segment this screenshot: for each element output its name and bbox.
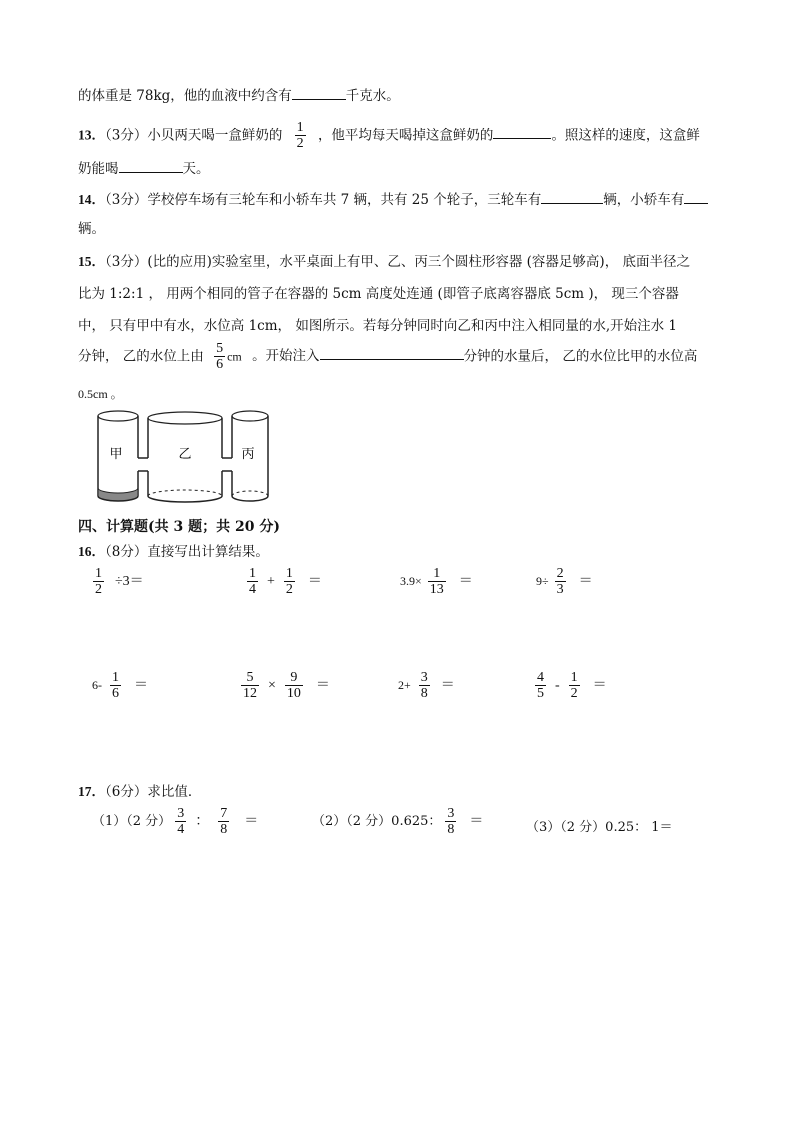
fraction	[535, 670, 546, 702]
q14-text-a: 学校停车场有三轮车和小轿车共 7 辆，共有 25 个轮子，三轮车有	[147, 192, 542, 208]
q17-number: 17．	[78, 784, 105, 799]
fraction	[175, 806, 186, 838]
q13-line2-b: 天。	[182, 161, 210, 177]
equals: ＝	[458, 574, 473, 590]
frac-num: 1	[112, 670, 119, 685]
fraction	[93, 566, 104, 598]
q16-expr-1	[90, 566, 144, 598]
q13-line1	[78, 120, 700, 152]
part-label: （1）（2 分）	[92, 814, 172, 830]
q13-line2-a: 奶能喝	[78, 161, 119, 177]
operator: +	[267, 574, 275, 590]
equals: ＝	[134, 678, 148, 694]
fraction	[110, 670, 121, 702]
q12-answer-blank[interactable]	[292, 87, 346, 100]
equals: ＝	[244, 814, 259, 830]
q15-cylinder-figure	[88, 408, 278, 508]
q15-frac-den: 6	[216, 357, 224, 373]
q17-score: （6分）	[105, 784, 148, 800]
q15-line5	[78, 385, 123, 402]
q13-frac-num: 1	[296, 120, 304, 135]
q16-expr-2	[244, 566, 322, 598]
q16-score: （8分）	[105, 544, 148, 560]
operator: -	[555, 678, 560, 694]
frac-den: 2	[285, 582, 293, 598]
q14-number: 14．	[78, 192, 105, 207]
fraction	[284, 566, 295, 598]
q13-text-c: 。照这样的速度，这盒鲜	[551, 127, 700, 144]
frac-den: 8	[420, 686, 428, 702]
label-jia: 甲	[109, 447, 123, 462]
q15-score: （3分）	[105, 254, 148, 270]
q16-expr-6	[238, 670, 330, 702]
part-label: （3）（2 分）0.25： 1＝	[526, 820, 673, 835]
fraction	[419, 670, 430, 702]
frac-num: 7	[220, 806, 228, 821]
q13-blank-1[interactable]	[493, 126, 551, 139]
q15-frac-num: 5	[216, 341, 224, 356]
q15-text-l5: 0.5cm 。	[78, 387, 123, 401]
frac-den: 2	[570, 686, 578, 702]
q15-text-l4c: 分钟的水量后， 乙的水位比甲的水位高	[463, 348, 698, 365]
q13-frac-den: 2	[296, 136, 304, 152]
frac-num: 1	[95, 566, 102, 581]
frac-num: 4	[537, 670, 544, 685]
frac-num: 3	[420, 670, 428, 685]
fraction	[218, 806, 229, 838]
frac-den: 8	[220, 822, 228, 838]
q15-line1	[78, 250, 690, 270]
frac-den: 8	[447, 822, 455, 838]
q17-part-2	[312, 806, 483, 838]
frac-num: 1	[249, 566, 256, 581]
frac-num: 1	[433, 566, 441, 581]
q13-text-a: 小贝两天喝一盒鲜奶的	[147, 127, 283, 144]
q16-expr-4	[536, 566, 593, 598]
q17-part-3	[526, 816, 673, 836]
q12-text-a: 的体重是 78kg，他的血液中约含有	[78, 88, 292, 104]
q16-text: 直接写出计算结果。	[147, 544, 269, 560]
q15-answer-blank[interactable]	[320, 347, 464, 360]
frac-den: 3	[556, 582, 564, 598]
fraction	[445, 806, 456, 838]
q15-text-l1: (比的应用)实验室里，水平桌面上有甲、乙、丙三个圆柱形容器 (容器足够高)， 底面半径之	[147, 254, 690, 270]
q13-blank-2[interactable]	[119, 160, 183, 173]
equals: ＝	[578, 574, 593, 590]
q14-line2: 辆。	[78, 221, 105, 237]
colon: ：	[195, 814, 210, 830]
q16-number: 16．	[78, 544, 105, 559]
equals: ＝	[592, 678, 607, 694]
q13-score: （3分）	[105, 127, 148, 144]
equals: ＝	[469, 814, 484, 830]
q16-header	[78, 540, 269, 560]
part-label: （2）（2 分）0.625：	[312, 814, 442, 830]
q16-expr-3	[400, 566, 473, 598]
section-4-title: 四、计算题(共 3 题；共 20 分)	[78, 519, 280, 535]
q17-header	[78, 780, 201, 800]
frac-num: 3	[177, 806, 185, 821]
frac-num: 1	[570, 670, 578, 685]
frac-num: 1	[285, 566, 293, 581]
expr-prefix: 3.9×	[400, 574, 422, 589]
q15-text-l4a: 分钟， 乙的水位上由	[78, 348, 204, 365]
q13-number: 13．	[78, 127, 105, 143]
frac-num: 3	[447, 806, 455, 821]
operator: ×	[268, 678, 276, 694]
fraction	[428, 566, 446, 598]
fraction	[569, 670, 580, 702]
q15-text-l4b: 。开始注入	[252, 348, 320, 365]
q13-line2	[78, 157, 210, 177]
q14-line1	[78, 188, 708, 208]
fraction	[241, 670, 259, 702]
fraction	[247, 566, 258, 598]
q16-expr-7	[398, 670, 455, 702]
q16-expr-5	[92, 670, 148, 702]
frac-num: 9	[290, 670, 298, 685]
q14-blank-1[interactable]	[541, 191, 603, 204]
q15-unit: cm	[227, 349, 242, 364]
frac-den: 13	[429, 582, 444, 598]
equals: ＝	[315, 678, 330, 694]
q14-score: （3分）	[105, 192, 148, 208]
frac-den: 10	[286, 686, 301, 702]
frac-den: 12	[243, 686, 257, 702]
frac-den: 4	[249, 582, 256, 598]
q13-fraction	[295, 120, 306, 152]
expr-prefix: 2+	[398, 678, 411, 693]
equals: ＝	[307, 574, 322, 590]
q14-blank-2[interactable]	[684, 191, 708, 204]
frac-den: 4	[177, 822, 185, 838]
expr-rest: ÷3＝	[115, 574, 144, 590]
equals: ＝	[440, 678, 455, 694]
q16-expr-8	[532, 670, 607, 702]
fraction	[555, 566, 566, 598]
q15-line2: 比为 1:2:1 ， 用两个相同的管子在容器的 5cm 高度处连通 (即管子底离容器底 5cm )， 现三个容器	[78, 286, 679, 302]
q15-fraction	[214, 341, 225, 373]
frac-den: 6	[112, 686, 119, 702]
fraction	[285, 670, 303, 702]
q15-number: 15．	[78, 254, 105, 269]
q14-text-b: 辆，小轿车有	[603, 192, 685, 208]
q17-part-1	[92, 806, 258, 838]
frac-num: 2	[556, 566, 564, 581]
q15-line4	[78, 341, 697, 373]
q12-tail-line	[78, 84, 400, 104]
expr-prefix: 6-	[92, 678, 102, 693]
q12-text-b: 千克水。	[345, 88, 400, 104]
expr-prefix: 9÷	[536, 574, 549, 589]
q17-text: 求比值．	[147, 784, 202, 800]
q15-line3: 中， 只有甲中有水，水位高 1cm， 如图所示。若每分钟同时向乙和丙中注入相同量的水,开始注水 1	[78, 318, 677, 334]
frac-num: 5	[246, 670, 254, 685]
label-yi: 乙	[178, 447, 192, 462]
q13-text-b: ，他平均每天喝掉这盒鲜奶的	[317, 127, 494, 144]
label-bing: 丙	[241, 447, 255, 462]
frac-den: 5	[537, 686, 544, 702]
frac-den: 2	[95, 582, 102, 598]
